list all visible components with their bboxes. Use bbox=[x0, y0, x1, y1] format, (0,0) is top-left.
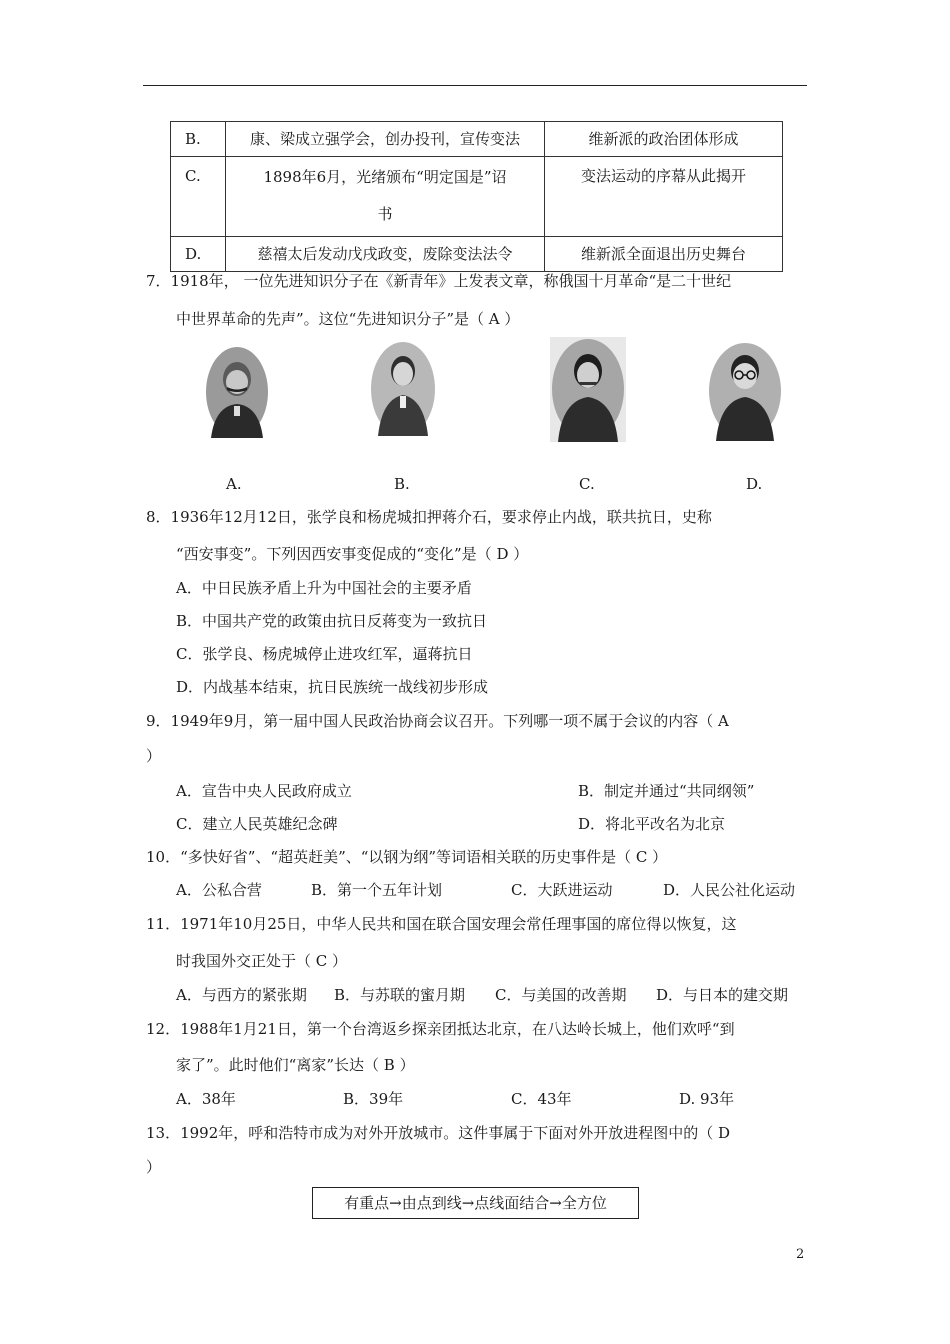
portrait-c-label: C. bbox=[579, 475, 595, 493]
q8-option-a: A．中日民族矛盾上升为中国社会的主要矛盾 bbox=[176, 579, 472, 597]
q7-stem-line2: 中世界革命的先声”。这位“先进知识分子”是（ A ） bbox=[176, 310, 520, 328]
header-rule bbox=[143, 85, 807, 86]
q9-option-b: B．制定并通过“共同纲领” bbox=[578, 782, 755, 800]
table-cell-meaning: 变法运动的序幕从此揭开 bbox=[545, 157, 783, 237]
q11-stem-line2: 时我国外交正处于（ C ） bbox=[176, 952, 348, 970]
q10-option-d: D．人民公社化运动 bbox=[663, 881, 796, 899]
page-number: 2 bbox=[796, 1247, 805, 1262]
table-cell-event-line2: 书 bbox=[377, 205, 393, 223]
q10-stem: 10．“多快好省”、“超英赶美”、“以钢为纲”等词语相关联的历史事件是（ C ） bbox=[146, 848, 668, 866]
portrait-c-image bbox=[550, 337, 626, 442]
q9-option-a: A．宣告中央人民政府成立 bbox=[176, 782, 352, 800]
portrait-a-label: A. bbox=[226, 475, 242, 493]
q11-option-c: C．与美国的改善期 bbox=[495, 986, 627, 1004]
q10-option-b: B．第一个五年计划 bbox=[311, 881, 443, 899]
q12-stem-line2: 家了”。此时他们“离家”长达（ B ） bbox=[176, 1056, 415, 1074]
q9-option-c: C．建立人民英雄纪念碑 bbox=[176, 815, 338, 833]
table-row bbox=[171, 122, 783, 157]
table-cell-meaning: 维新派的政治团体形成 bbox=[545, 122, 783, 157]
reform-table bbox=[170, 121, 783, 272]
q13-stem-line1: 13．1992年，呼和浩特市成为对外开放城市。这件事属于下面对外开放进程图中的（ D bbox=[146, 1124, 731, 1142]
table-cell-event: 康、梁成立强学会，创办投刊，宣传变法 bbox=[226, 122, 545, 157]
table-cell-option: D. bbox=[171, 237, 226, 272]
portrait-b-image bbox=[370, 341, 436, 438]
portrait-d-label: D. bbox=[746, 475, 763, 493]
q9-stem-line1: 9．1949年9月，第一届中国人民政治协商会议召开。下列哪一项不属于会议的内容（ A bbox=[146, 712, 729, 730]
q12-option-a: A．38年 bbox=[176, 1090, 236, 1108]
portrait-d-image bbox=[708, 341, 782, 441]
q8-option-d: D．内战基本结束，抗日民族统一战线初步形成 bbox=[176, 678, 489, 696]
q8-stem-line1: 8．1936年12月12日，张学良和杨虎城扣押蒋介石，要求停止内战，联共抗日，史称 bbox=[146, 508, 712, 526]
opening-process-flow-box: 有重点→由点到线→点线面结合→全方位 bbox=[312, 1187, 639, 1219]
table-cell-meaning: 维新派全面退出历史舞台 bbox=[545, 237, 783, 272]
table-cell-option: C. bbox=[171, 157, 226, 237]
q7-stem-line1: 7．1918年， 一位先进知识分子在《新青年》上发表文章，称俄国十月革命“是二十世纪 bbox=[146, 272, 732, 290]
q12-option-c: C．43年 bbox=[511, 1090, 572, 1108]
portrait-a-image bbox=[205, 346, 269, 438]
q11-stem-line1: 11．1971年10月25日，中华人民共和国在联合国安理会常任理事国的席位得以恢复，这 bbox=[146, 915, 737, 933]
table-cell-event-line1: 1898年6月，光绪颁布“明定国是”诏 bbox=[263, 168, 507, 186]
portrait-b-label: B. bbox=[394, 475, 410, 493]
table-row bbox=[171, 157, 783, 237]
q9-option-d: D．将北平改名为北京 bbox=[578, 815, 726, 833]
q12-stem-line1: 12．1988年1月21日，第一个台湾返乡探亲团抵达北京，在八达岭长城上，他们欢呼“到 bbox=[146, 1020, 735, 1038]
q12-option-b: B．39年 bbox=[343, 1090, 404, 1108]
q8-option-b: B．中国共产党的政策由抗日反蒋变为一致抗日 bbox=[176, 612, 488, 630]
q13-stem-line2: ） bbox=[146, 1158, 162, 1176]
q9-stem-line2: ） bbox=[146, 747, 162, 765]
table-cell-event: 慈禧太后发动戊戌政变，废除变法法令 bbox=[226, 237, 545, 272]
q8-option-c: C．张学良、杨虎城停止进攻红军，逼蒋抗日 bbox=[176, 645, 473, 663]
table-cell-event bbox=[226, 157, 545, 237]
q11-option-d: D．与日本的建交期 bbox=[656, 986, 789, 1004]
q8-stem-line2: “西安事变”。下列因西安事变促成的“变化”是（ D ） bbox=[176, 545, 529, 563]
q12-option-d: D. 93年 bbox=[679, 1090, 735, 1108]
q10-option-a: A．公私合营 bbox=[176, 881, 262, 899]
q11-option-b: B．与苏联的蜜月期 bbox=[334, 986, 466, 1004]
q10-option-c: C．大跃进运动 bbox=[511, 881, 613, 899]
q11-option-a: A．与西方的紧张期 bbox=[176, 986, 307, 1004]
table-cell-option: B. bbox=[171, 122, 226, 157]
